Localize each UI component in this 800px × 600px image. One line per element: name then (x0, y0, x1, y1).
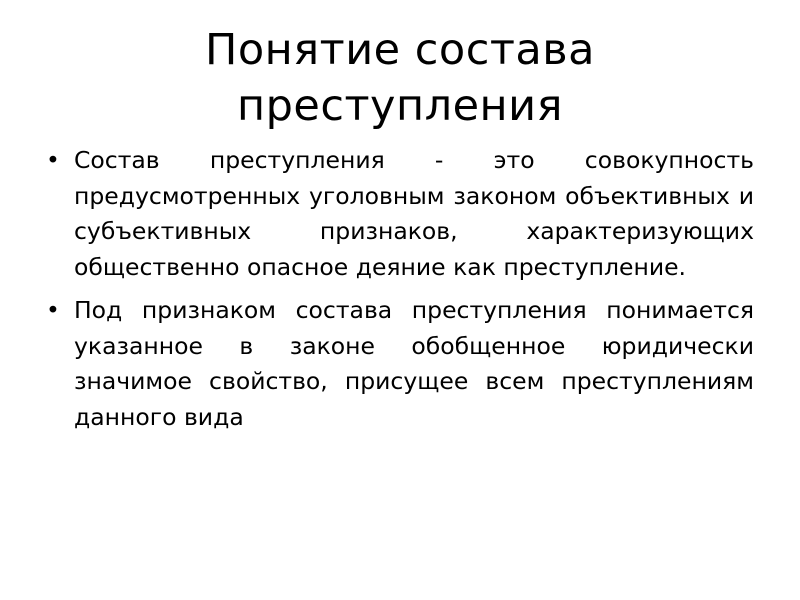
bullet-text-definition: Состав преступления - это совокупность предусмотренных уголовным законом объективных и субъективных признаков, характеризующих общественно опасное деяние как преступление. (74, 146, 754, 281)
bullet-list (46, 143, 754, 443)
bullet-item-definition (46, 143, 754, 285)
bullet-text-feature: Под признаком состава преступления понимается указанное в законе обобщенное юридически значимое свойство, присущее всем преступлениям данного вида (74, 296, 754, 431)
bullet-item-feature (46, 293, 754, 435)
slide-title (0, 22, 800, 134)
slide-title-line-1: Понятие состава (205, 25, 595, 75)
slide-title-line-2: преступления (237, 81, 563, 131)
bullet-dot-icon: • (46, 146, 60, 174)
bullet-dot-icon: • (46, 296, 60, 324)
